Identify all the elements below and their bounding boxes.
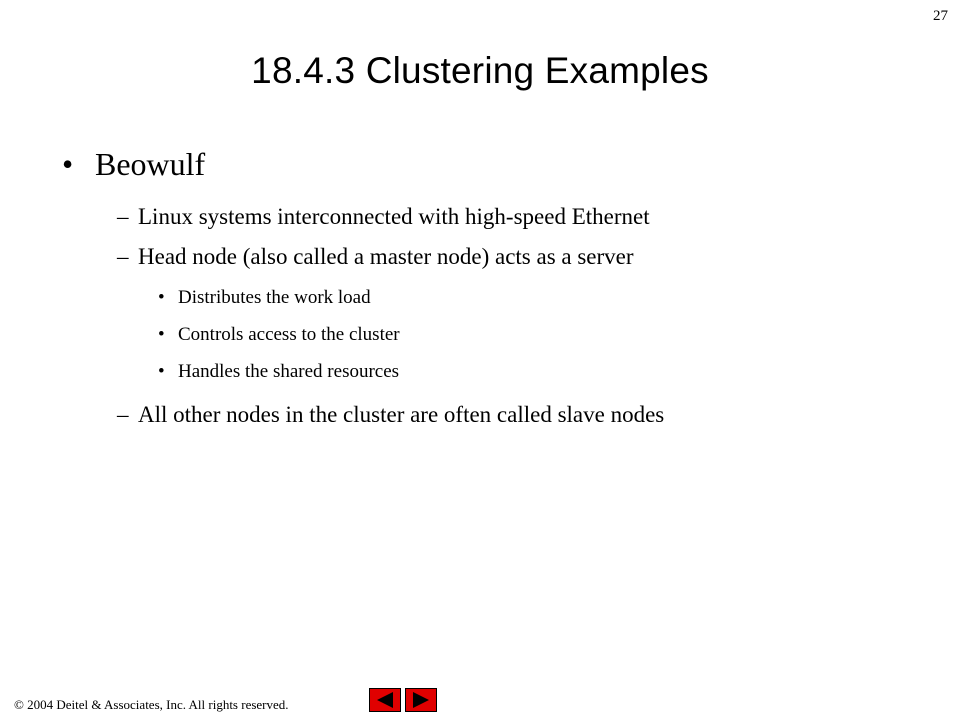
dash-marker: – (117, 244, 129, 269)
bullet-marker: • (62, 146, 74, 182)
page-number: 27 (933, 8, 948, 24)
arrow-right-icon (409, 691, 433, 709)
bullet-text: Beowulf (95, 146, 206, 182)
sub-item (117, 402, 942, 442)
slide-content (62, 146, 942, 442)
sub-sub-item (158, 287, 942, 324)
slide-title: 18.4.3 Clustering Examples (251, 50, 709, 91)
copyright-footer: © 2004 Deitel & Associates, Inc. All rights reserved. (14, 697, 289, 712)
sub-sub-item (158, 324, 942, 361)
sub-item-text: Head node (also called a master node) acts as a server (138, 244, 634, 269)
sub-item-text: Linux systems interconnected with high-speed Ethernet (138, 204, 650, 229)
previous-slide-button[interactable] (369, 688, 401, 712)
sub-sub-item-text: Handles the shared resources (178, 361, 400, 382)
sub-item-text: All other nodes in the cluster are often called slave nodes (138, 402, 665, 427)
dash-marker: – (117, 204, 129, 229)
arrow-left-icon (373, 691, 397, 709)
bullet-marker: • (158, 361, 165, 382)
slide-navigation (369, 688, 437, 712)
next-slide-button[interactable] (405, 688, 437, 712)
sub-sub-item-text: Distributes the work load (178, 287, 371, 308)
sub-sub-item (158, 361, 942, 398)
sub-item (117, 244, 942, 284)
bullet-marker: • (158, 287, 165, 308)
bullet-item (62, 146, 942, 190)
bullet-marker: • (158, 324, 165, 345)
dash-marker: – (117, 402, 129, 427)
sub-item (117, 204, 942, 244)
sub-sub-item-text: Controls access to the cluster (178, 324, 400, 345)
